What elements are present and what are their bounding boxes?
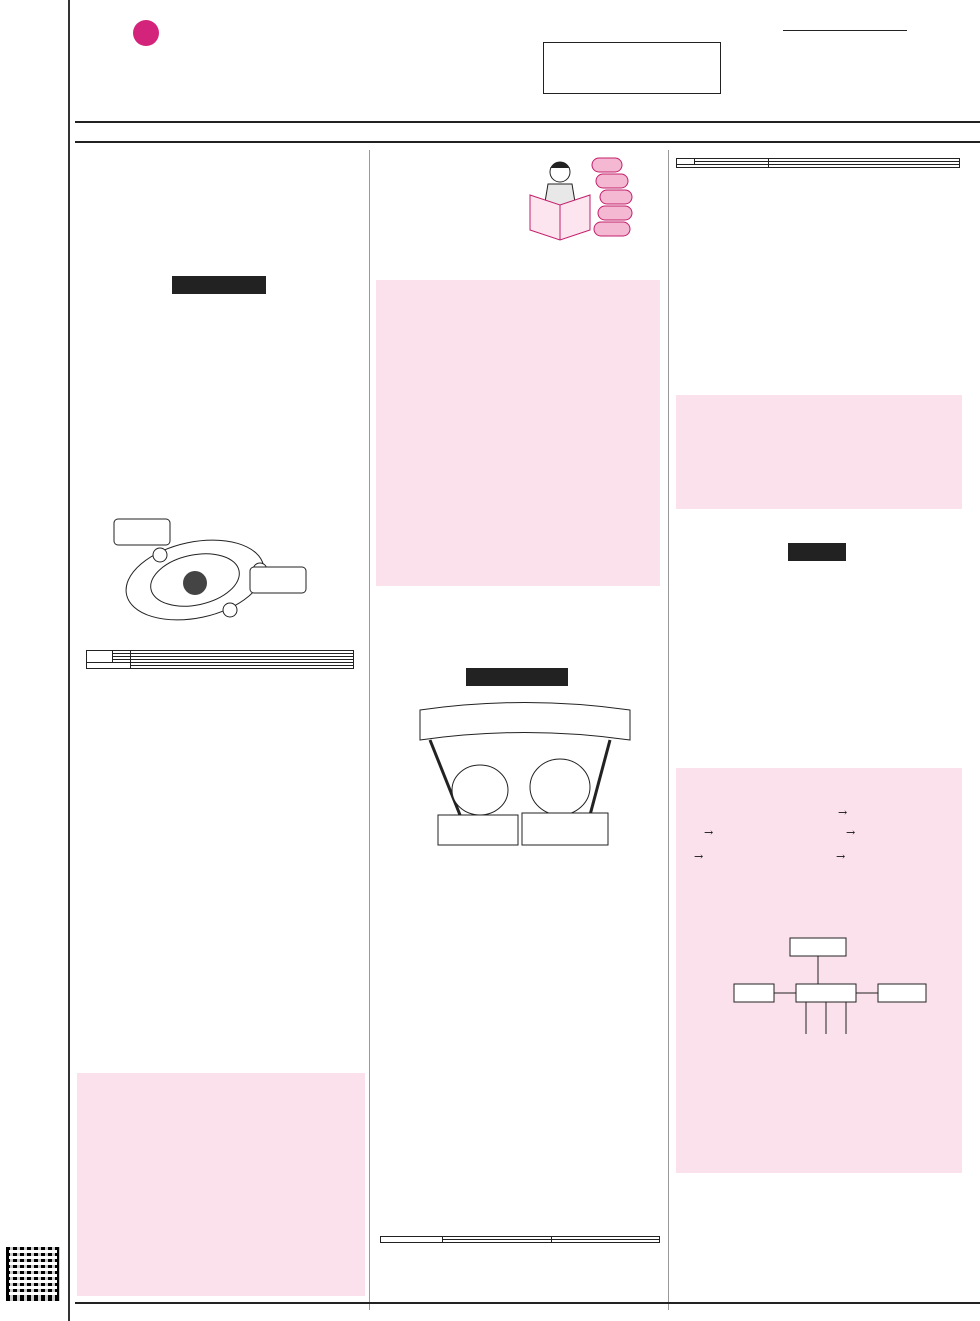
label-mass: → xyxy=(704,826,714,839)
long-period xyxy=(443,1240,552,1243)
masthead xyxy=(75,0,980,123)
section-header-atomic-structure xyxy=(172,276,266,294)
section-header-periodic-table xyxy=(466,668,568,686)
col1-text xyxy=(77,298,365,304)
period-table xyxy=(380,1236,660,1243)
ion-list-box xyxy=(376,280,660,586)
publisher-info-bar xyxy=(75,121,980,143)
subject-title xyxy=(783,28,907,31)
column-divider xyxy=(369,150,370,1310)
sec3-header-wrap xyxy=(788,543,846,561)
zero-group xyxy=(677,165,769,168)
section-header-nuclide xyxy=(788,543,846,561)
subject-block xyxy=(783,28,907,31)
nuclide-symbol-diagram xyxy=(676,790,962,890)
issue-date-box xyxy=(543,42,721,94)
logo-emblem-icon xyxy=(133,20,159,46)
label-charge: → xyxy=(846,826,856,839)
note-box-numbers xyxy=(676,395,962,509)
qr-texture xyxy=(6,1247,60,1301)
relation-diagram-lines xyxy=(730,934,930,1044)
long-period-range xyxy=(551,1240,660,1243)
group-table xyxy=(676,158,960,168)
label-count: → xyxy=(836,850,846,863)
bottom-rule xyxy=(75,1302,980,1304)
periodic-table-cartoon xyxy=(410,695,640,855)
editor-info xyxy=(0,0,68,4)
article-banner xyxy=(75,150,647,278)
diagram-side-label xyxy=(87,663,131,669)
electron-orbit-illustration xyxy=(110,515,310,630)
electron-rule-table xyxy=(86,650,354,669)
col2-text xyxy=(376,860,660,864)
column-divider xyxy=(668,150,669,1310)
note-box-col1 xyxy=(77,1073,365,1296)
sec1-header-wrap xyxy=(172,276,266,294)
left-margin-strip xyxy=(0,0,70,1321)
diagram-rule-2 xyxy=(131,666,354,669)
sec2-header-wrap xyxy=(466,668,568,686)
rule-side-label xyxy=(87,651,113,663)
label-valence: → xyxy=(838,806,848,819)
zero-group-col xyxy=(769,165,960,168)
label-nuclear: → xyxy=(694,850,704,863)
reading-student-illustration xyxy=(500,150,640,250)
